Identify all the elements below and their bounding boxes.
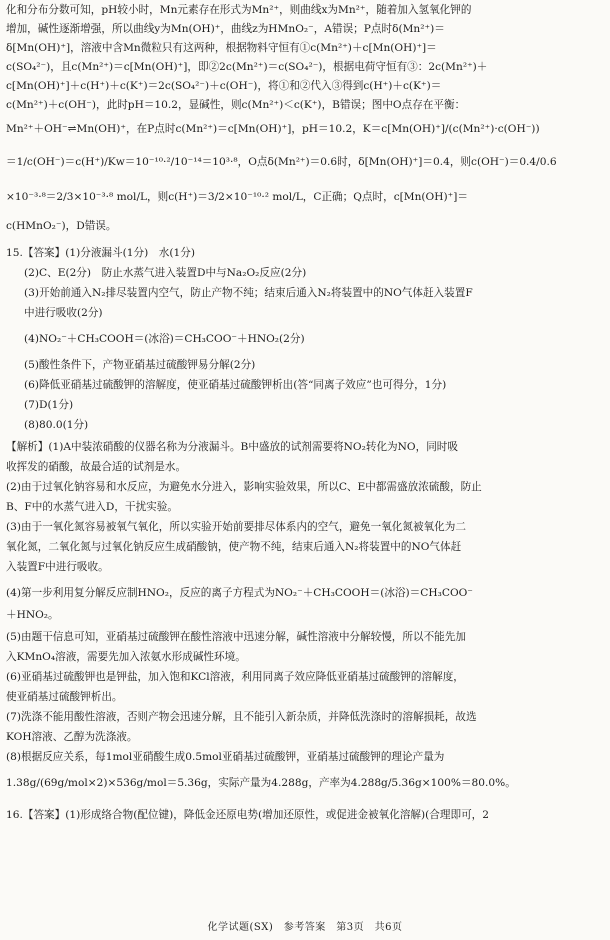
text-line: 15.【答案】(1)分液漏斗(1分) 水(1分) xyxy=(6,247,195,259)
text-line: δ[Mn(OH)⁺]，溶液中含Mn微粒只有这两种，根据物料守恒有①c(Mn²⁺)＋c[Mn(OH)⁺]＝ xyxy=(6,42,437,54)
text-line: (7)洗涤不能用酸性溶液，否则产物会迅速分解，且不能引入新杂质，并降低洗涤时的溶解损耗，故选 xyxy=(6,711,477,723)
text-line: 入装置F中进行吸收。 xyxy=(6,561,109,573)
text-line: c(HMnO₂⁻)，D错误。 xyxy=(6,220,117,232)
text-line: c(SO₄²⁻)，且c(Mn²⁺)＝c[Mn(OH)⁺]，即②2c(Mn²⁺)＝c(SO₄²⁻)，根据电荷守恒有③：2c(Mn²⁺)＋ xyxy=(6,61,488,73)
text-line: 增加，碱性逐渐增强，所以曲线y为Mn(OH)⁺，曲线z为HMnO₂⁻，A错误；P点时δ(Mn²⁺)＝ xyxy=(6,23,445,35)
text-line: (7)D(1分) xyxy=(24,399,74,411)
text-line: 化和分布分数可知，pH较小时，Mn元素存在形式为Mn²⁺，则曲线x为Mn²⁺，随着加入氢氧化钾的 xyxy=(6,4,472,16)
text-line: (2)C、E(2分) 防止水蒸气进入装置D中与Na₂O₂反应(2分) xyxy=(24,267,307,279)
text-line: ×10⁻³·⁸＝2/3×10⁻³·⁸ mol/L，则c(H⁺)＝3/2×10⁻¹⁰·² mol/L，C正确；Q点时，c[Mn(OH)⁺]＝ xyxy=(6,191,468,203)
text-line: (4)第一步利用复分解反应制HNO₂，反应的离子方程式为NO₂⁻＋CH₃COOH＝(冰浴)＝CH₃COO⁻ xyxy=(6,587,473,599)
text-line: ＋HNO₂。 xyxy=(6,609,59,621)
text-line: (3)开始前通入N₂排尽装置内空气，防止产物不纯；结束后通入N₂将装置中的NO气体赶入装置F xyxy=(24,287,473,299)
text-line: 入KMnO₄溶液，需要先加入浓氨水形成碱性环境。 xyxy=(6,651,246,663)
text-line: ＝1/c(OH⁻)＝c(H⁺)/Kw＝10⁻¹⁰·²/10⁻¹⁴＝10³·⁸，O点δ(Mn²⁺)＝0.6时，δ[Mn(OH)⁺]＝0.4，则c(OH⁻)＝0.4/0.6 xyxy=(6,156,557,168)
text-line: Mn²⁺＋OH⁻⇌Mn(OH)⁺，在P点时c(Mn²⁺)＝c[Mn(OH)⁺]，pH＝10.2，K＝c[Mn(OH)⁺]/(c(Mn²⁺)·c(OH⁻)) xyxy=(6,123,540,135)
text-line: 【解析】(1)A中装浓硝酸的仪器名称为分液漏斗。B中盛放的试剂需要将NO₂转化为NO，同时吸 xyxy=(6,441,458,453)
text-line: (5)由题干信息可知，亚硝基过硫酸钾在酸性溶液中迅速分解，碱性溶液中分解较慢，所以不能先加 xyxy=(6,631,466,643)
text-line: 氧化氮，二氧化氮与过氧化钠反应生成硝酸钠，使产物不纯，结束后通入N₂将装置中的NO气体赶 xyxy=(6,541,462,553)
text-line: 16.【答案】(1)形成络合物(配位键)，降低金还原电势(增加还原性，或促进金被氧化溶解)(合理即可，2 xyxy=(6,809,490,821)
text-line: (2)由于过氧化钠容易和水反应，为避免水分进入，影响实验效果，所以C、E中都需盛放浓硫酸，防止 xyxy=(6,481,482,493)
text-line: 收挥发的硝酸，故最合适的试剂是水。 xyxy=(6,461,187,473)
text-line: (6)降低亚硝基过硫酸钾的溶解度，使亚硝基过硫酸钾析出(答“同离子效应”也可得分，1分) xyxy=(24,379,447,391)
text-line: KOH溶液、乙醇为洗涤液。 xyxy=(6,731,138,743)
text-line: B、F中的水蒸气进入D，干扰实验。 xyxy=(6,501,178,513)
text-line: (4)NO₂⁻＋CH₃COOH＝(冰浴)＝CH₃COO⁻＋HNO₂(2分) xyxy=(24,333,305,345)
text-line: (5)酸性条件下，产物亚硝基过硫酸钾易分解(2分) xyxy=(24,359,256,371)
text-line: (3)由于一氧化氮容易被氧气氧化，所以实验开始前要排尽体系内的空气，避免一氧化氮被氧化为二 xyxy=(6,521,466,533)
text-line: (8)根据反应关系，每1mol亚硝酸生成0.5mol亚硝基过硫酸钾，亚硝基过硫酸钾的理论产量为 xyxy=(6,751,445,763)
text-line: c[Mn(OH)⁺]＋c(H⁺)＋c(K⁺)＝2c(SO₄²⁻)＋c(OH⁻)，将①和②代入③得到c(H⁺)＋c(K⁺)＝ xyxy=(6,80,442,92)
text-line: 1.38g/(69g/mol×2)×536g/mol＝5.36g，实际产量为4.288g，产率为4.288g/5.36g×100%＝80.0%。 xyxy=(6,777,516,789)
text-line: (6)亚硝基过硫酸钾也是钾盐，加入饱和KCl溶液，利用同离子效应降低亚硝基过硫酸钾的溶解度， xyxy=(6,671,464,683)
text-line: 使亚硝基过硫酸钾析出。 xyxy=(6,691,123,703)
text-line: 中进行吸收(2分) xyxy=(24,307,103,319)
page-footer: 化学试题(SX) 参考答案 第3页 共6页 xyxy=(207,922,403,933)
text-line: c(Mn²⁺)＋c(OH⁻)，此时pH＝10.2，显碱性，则c(Mn²⁺)＜c(K⁺)，B错误；图中O点存在平衡： xyxy=(6,99,466,111)
text-line: (8)80.0(1分) xyxy=(24,419,89,431)
